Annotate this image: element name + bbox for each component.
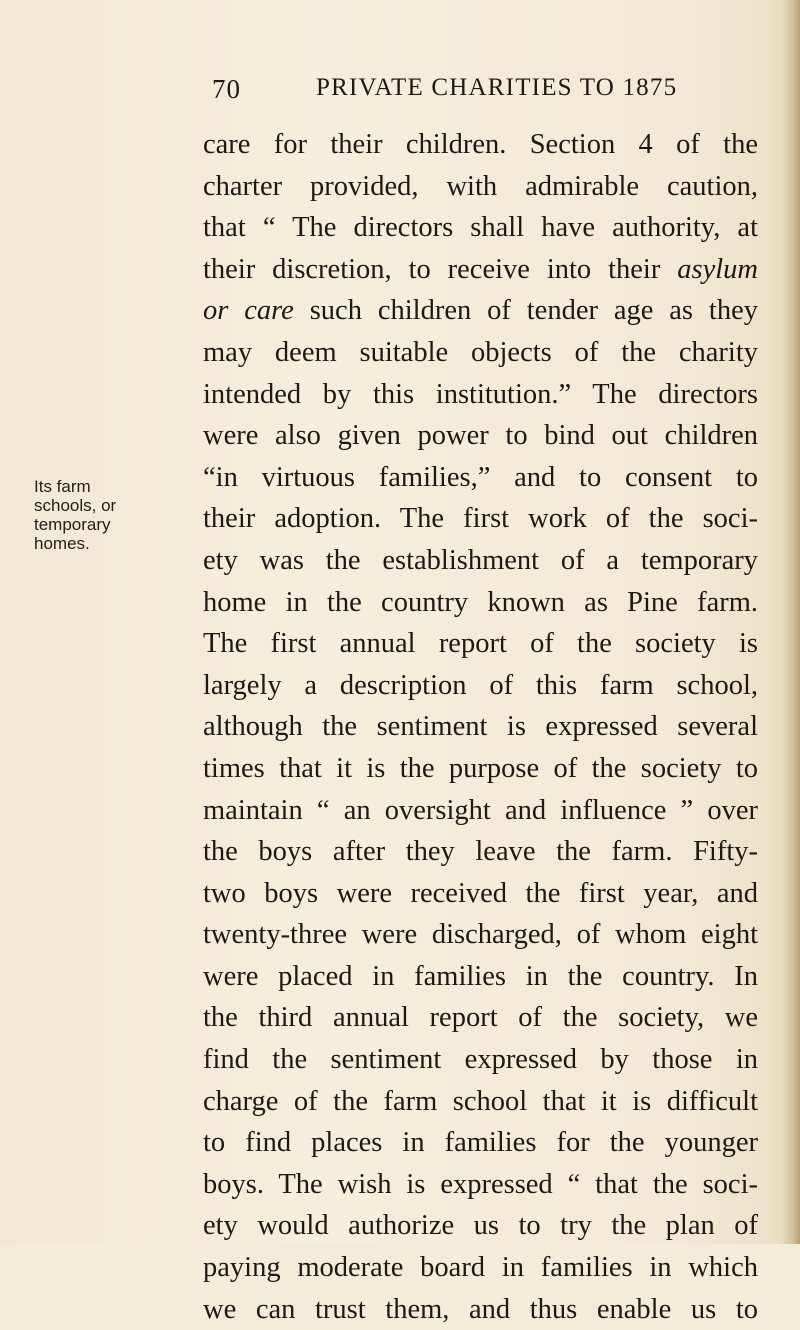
text-line: two boys were received the first year, and: [203, 877, 758, 909]
text-line: may deem suitable objects of the charity: [203, 336, 758, 368]
text-line: we can trust them, and thus enable us to: [203, 1293, 758, 1325]
text-line: The first annual report of the society is: [203, 628, 758, 660]
text-line: charter provided, with admirable caution,: [203, 170, 758, 202]
text-line: that “ The directors shall have authority, at: [203, 212, 758, 244]
marginal-note-line: Its farm: [34, 477, 91, 496]
text-line: charge of the farm school that it is difficult: [203, 1085, 758, 1117]
page-edge-shadow: [782, 0, 800, 1244]
italic-phrase: or care: [203, 295, 294, 327]
text-line: to find places in families for the younger: [203, 1127, 758, 1159]
text-line: maintain “ an oversight and influence ” over: [203, 794, 758, 826]
text-line: home in the country known as Pine farm.: [203, 586, 758, 618]
running-head: [0, 74, 800, 110]
text-line: the boys after they leave the farm. Fifty-: [203, 836, 758, 868]
text-line: intended by this institution.” The directors: [203, 378, 758, 410]
marginal-note-line: schools, or: [34, 496, 117, 515]
text-line: ety would authorize us to try the plan of: [203, 1210, 758, 1242]
text-line: were also given power to bind out children: [203, 420, 758, 452]
text-line: twenty-three were discharged, of whom eight: [203, 919, 758, 951]
text-segment: their discretion, to receive into their: [203, 253, 661, 285]
text-line: boys. The wish is expressed “ that the soci-: [203, 1168, 758, 1200]
marginal-note-line: temporary: [34, 515, 111, 534]
running-title: PRIVATE CHARITIES TO 1875: [316, 74, 678, 101]
text-line: were placed in families in the country. In: [203, 960, 758, 992]
text-line: although the sentiment is expressed several: [203, 711, 758, 743]
text-line: largely a description of this farm school,: [203, 669, 758, 701]
marginal-note-line: homes.: [34, 534, 90, 553]
text-segment: such children of tender age as they: [309, 295, 758, 327]
text-line: the third annual report of the society, we: [203, 1002, 758, 1034]
text-line: times that it is the purpose of the society to: [203, 752, 758, 784]
text-line: [203, 290, 758, 332]
text-line: paying moderate board in families in which: [203, 1252, 758, 1284]
text-line: care for their children. Section 4 of the: [203, 129, 758, 160]
text-line: “in virtuous families,” and to consent to: [203, 461, 758, 493]
body-text: [203, 124, 758, 1330]
italic-word: asylum: [677, 253, 758, 285]
marginal-note: [34, 477, 174, 553]
text-line: [203, 249, 758, 291]
text-line: find the sentiment expressed by those in: [203, 1044, 758, 1076]
text-line: ety was the establishment of a temporary: [203, 544, 758, 576]
text-line: their adoption. The first work of the soci-: [203, 503, 758, 535]
page-number: 70: [212, 74, 241, 104]
